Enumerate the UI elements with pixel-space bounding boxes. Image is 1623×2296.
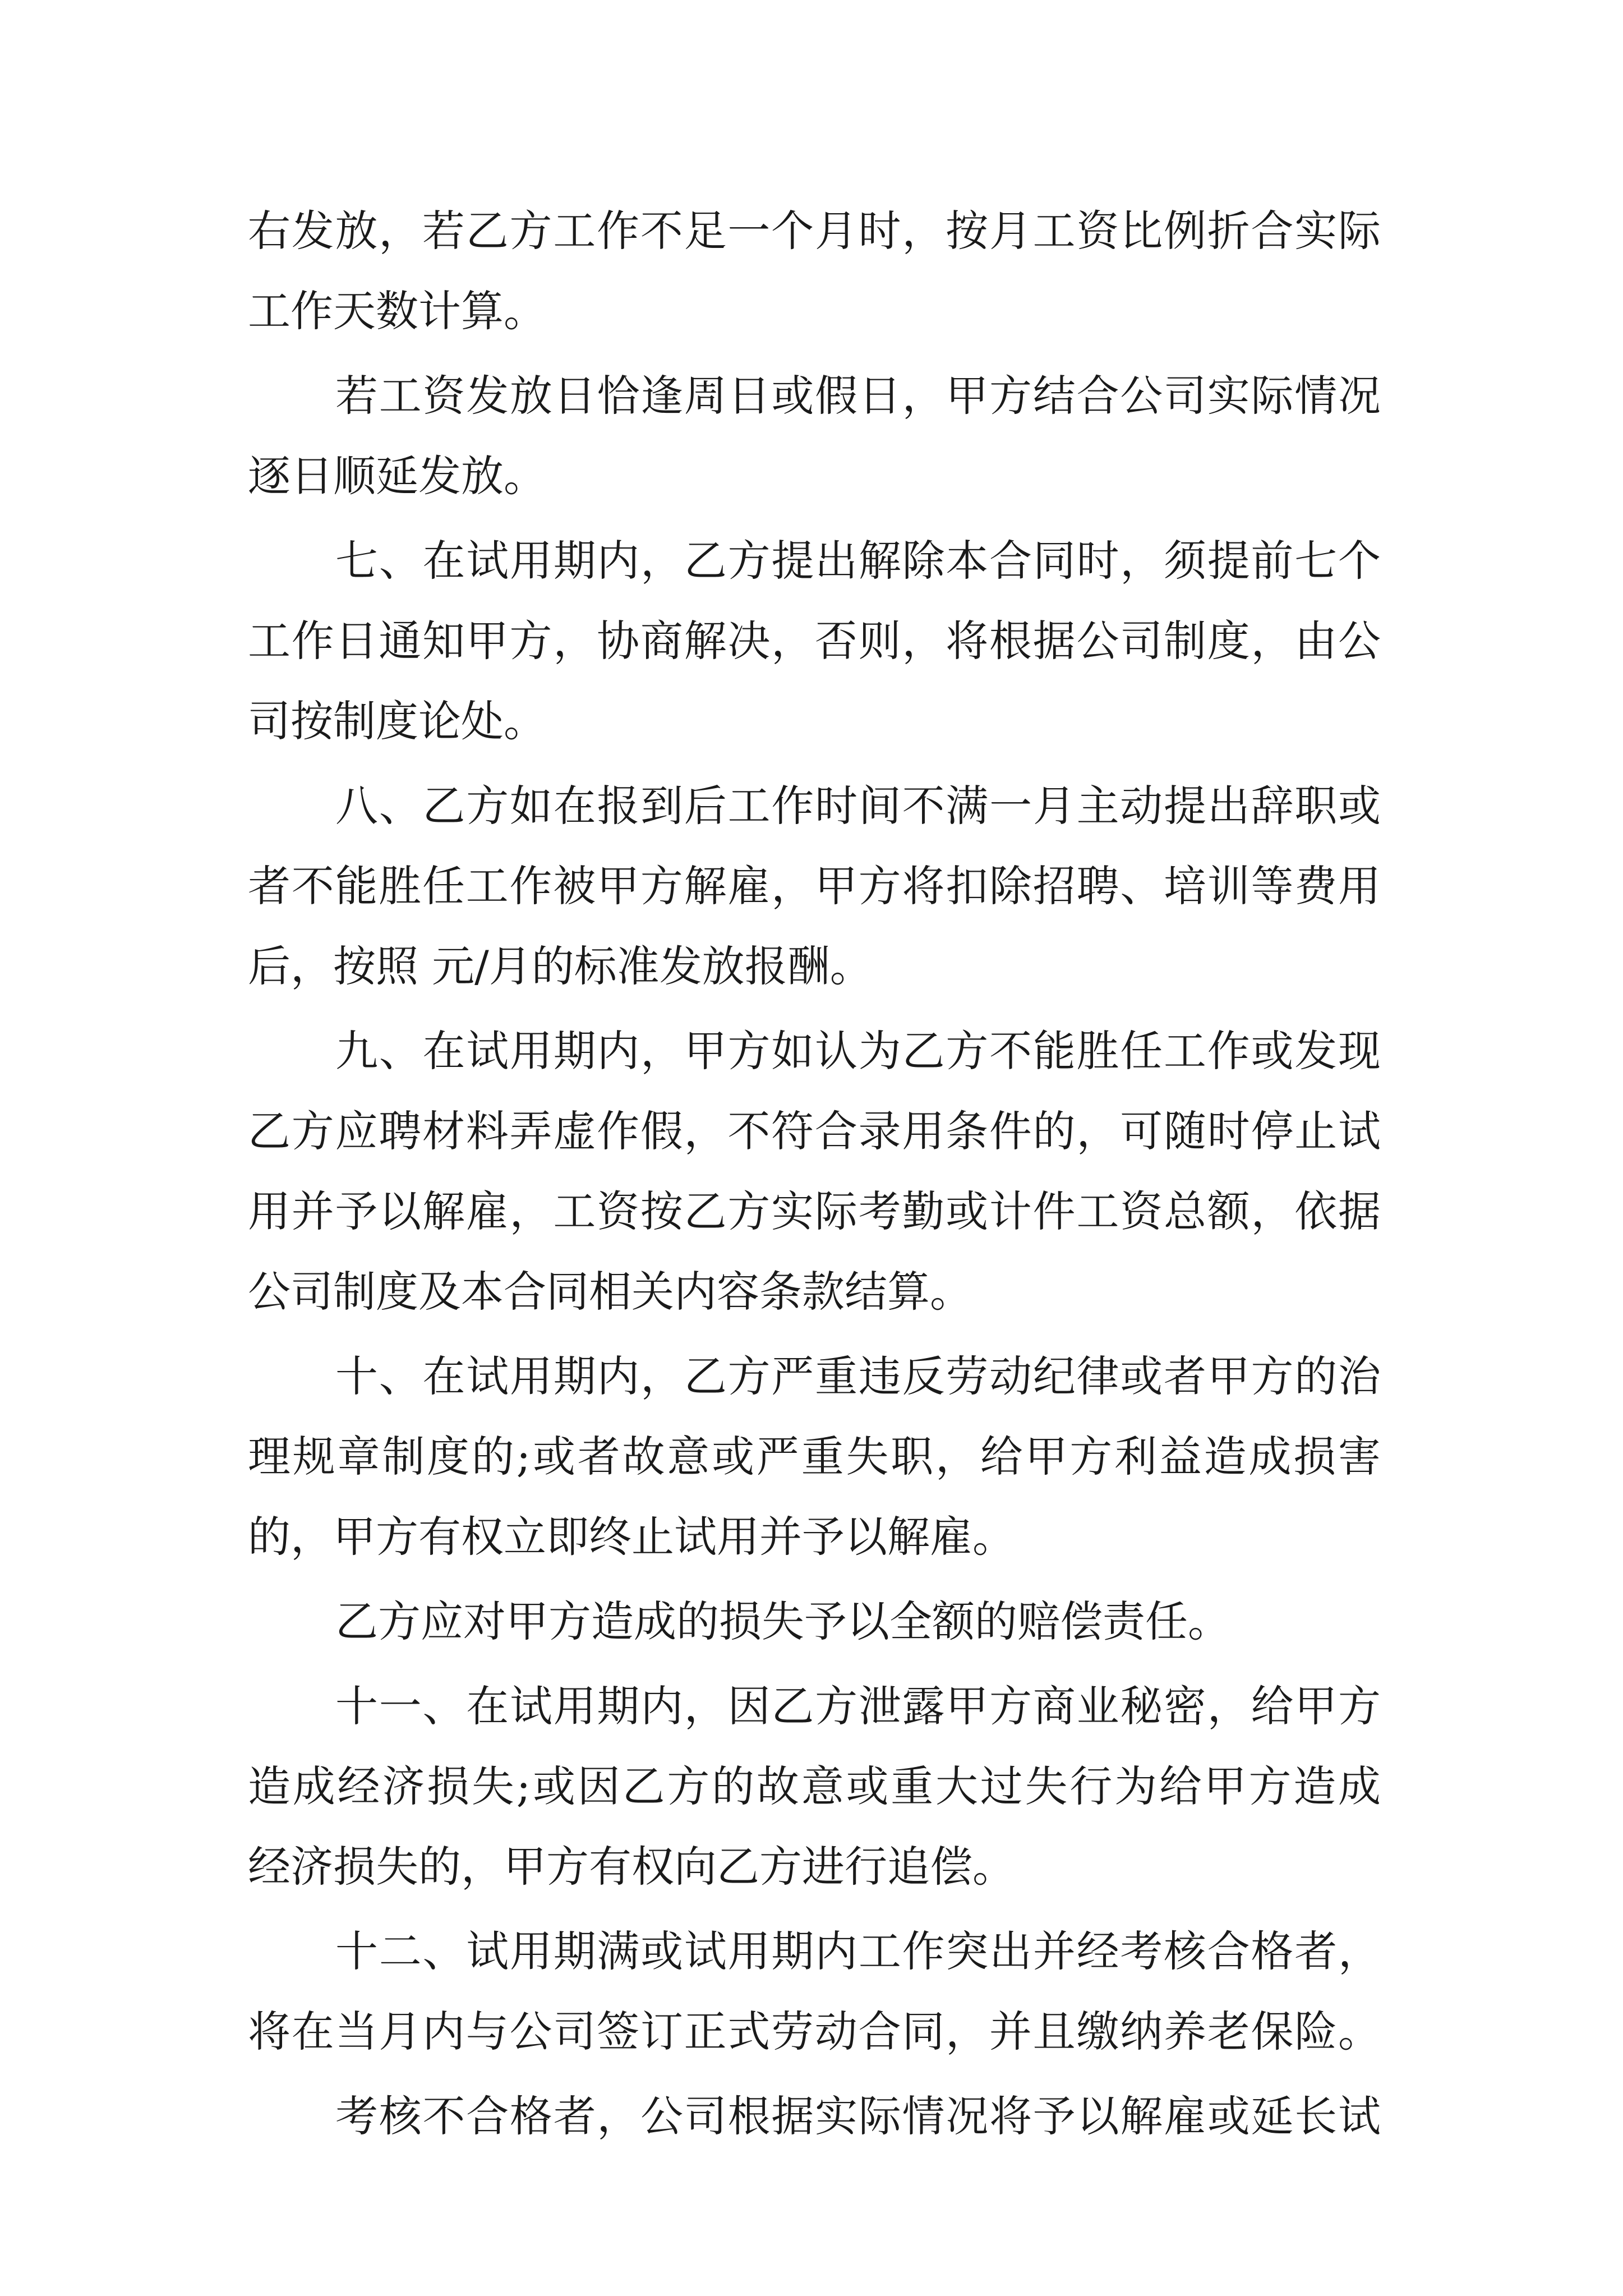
text-line: 若工资发放日恰逢周日或假日，甲方结合公司实际情况 [335, 371, 1381, 421]
text-line: 理规章制度的;或者故意或严重失职，给甲方利益造成损害 [248, 1432, 1381, 1481]
text-line: 九、在试用期内，甲方如认为乙方不能胜任工作或发现 [335, 1026, 1381, 1076]
text-line: 经济损失的，甲方有权向乙方进行追偿。 [248, 1842, 1015, 1892]
text-line: 考核不合格者，公司根据实际情况将予以解雇或延长试 [335, 2091, 1381, 2141]
text-line: 右发放，若乙方工作不足一个月时，按月工资比例折合实际 [248, 206, 1381, 256]
text-line: 七、在试用期内，乙方提出解除本合同时，须提前七个 [335, 536, 1381, 586]
text-line: 八、乙方如在报到后工作时间不满一月主动提出辞职或 [335, 781, 1381, 831]
text-line: 工作天数计算。 [248, 286, 546, 336]
text-line: 乙方应聘材料弄虚作假，不符合录用条件的，可随时停止试 [248, 1106, 1381, 1156]
text-line: 工作日通知甲方，协商解决，否则，将根据公司制度，由公 [248, 616, 1381, 666]
text-line: 将在当月内与公司签订正式劳动合同，并且缴纳养老保险。 [248, 2007, 1381, 2056]
text-line: 的，甲方有权立即终止试用并予以解雇。 [248, 1512, 1015, 1562]
text-line: 公司制度及本合同相关内容条款结算。 [248, 1267, 972, 1317]
text-line: 者不能胜任工作被甲方解雇，甲方将扣除招聘、培训等费用 [248, 861, 1381, 911]
text-line: 十、在试用期内，乙方严重违反劳动纪律或者甲方的治 [335, 1351, 1381, 1401]
text-line: 十二、试用期满或试用期内工作突出并经考核合格者， [335, 1926, 1381, 1976]
text-line: 十一、在试用期内，因乙方泄露甲方商业秘密，给甲方 [335, 1681, 1381, 1731]
text-line: 造成经济损失;或因乙方的故意或重大过失行为给甲方造成 [248, 1761, 1381, 1811]
text-line: 司按制度论处。 [248, 696, 546, 746]
text-line: 逐日顺延发放。 [248, 451, 546, 501]
text-line: 后，按照 元/月的标准发放报酬。 [248, 941, 873, 991]
text-line: 乙方应对甲方造成的损失予以全额的赔偿责任。 [335, 1596, 1230, 1646]
text-line: 用并予以解雇，工资按乙方实际考勤或计件工资总额，依据 [248, 1186, 1381, 1236]
